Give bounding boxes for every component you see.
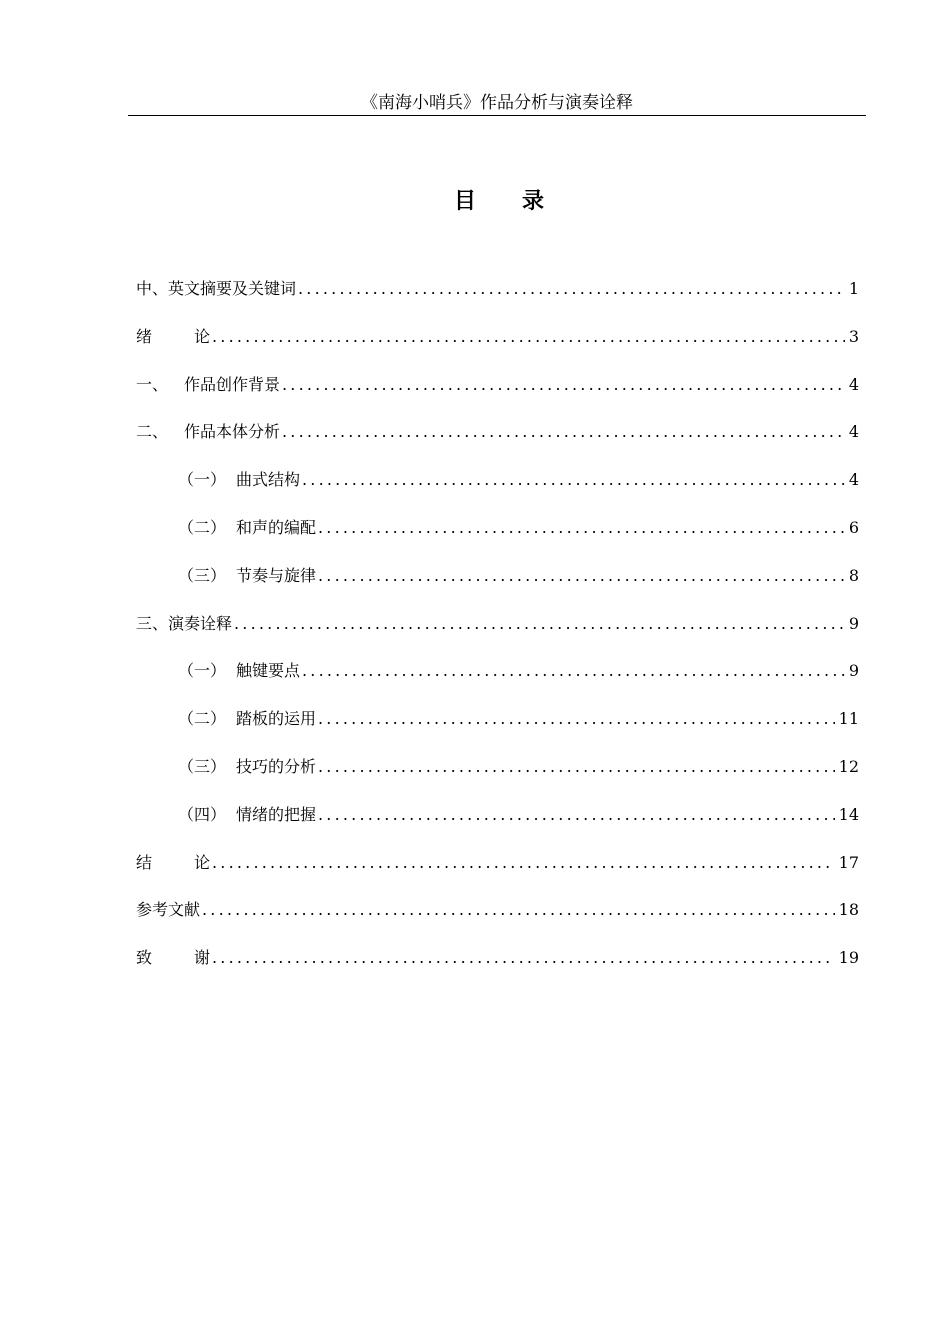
toc-entry-page: 19 (838, 948, 859, 968)
toc-entry-label-char: 谢 (194, 948, 211, 968)
dot-leader (234, 612, 845, 636)
toc-entry-label (136, 325, 210, 349)
toc-entry-label (178, 803, 316, 827)
toc-entry-text: 和声的编配 (236, 517, 317, 537)
dot-leader (318, 755, 835, 779)
toc-entry-number: （一） (178, 470, 227, 490)
toc-entry-number: （一） (178, 661, 227, 681)
running-header: 《南海小哨兵》作品分析与演奏诠释 (361, 93, 633, 113)
toc-entry-references[interactable] (136, 898, 859, 946)
toc-entry-text: 曲式结构 (236, 470, 301, 490)
toc-entry-label: 三、演奏诠释 (136, 613, 233, 633)
toc-entry-label: 参考文献 (136, 900, 201, 920)
table-of-contents (136, 277, 859, 994)
toc-subentry-rhythm[interactable] (136, 564, 859, 612)
toc-entry-number: （四） (178, 804, 227, 824)
toc-subentry-technique[interactable] (136, 755, 859, 803)
dot-leader (302, 468, 845, 492)
dot-leader (282, 420, 845, 444)
toc-entry-acknowledgements[interactable] (136, 946, 859, 994)
toc-entry-analysis[interactable] (136, 420, 859, 468)
toc-title-char-2: 录 (522, 188, 547, 214)
toc-entry-label (178, 707, 316, 731)
toc-entry-text: 作品创作背景 (184, 374, 281, 394)
toc-entry-background[interactable] (136, 373, 859, 421)
toc-subentry-touch[interactable] (136, 659, 859, 707)
toc-entry-abstract[interactable] (136, 277, 859, 325)
toc-entry-conclusion[interactable] (136, 851, 859, 899)
toc-entry-page: 9 (848, 661, 859, 681)
toc-entry-text: 作品本体分析 (184, 422, 281, 442)
toc-title (0, 186, 950, 216)
toc-entry-page: 4 (848, 422, 859, 442)
toc-entry-page: 6 (848, 517, 859, 537)
toc-entry-label-char: 论 (194, 852, 211, 872)
toc-entry-label-char: 绪 (136, 326, 153, 346)
dot-leader (202, 898, 835, 922)
toc-entry-page: 4 (848, 470, 859, 490)
dot-leader (318, 516, 845, 540)
toc-entry-page: 3 (848, 326, 859, 346)
dot-leader (318, 803, 835, 827)
dot-leader (212, 946, 835, 970)
toc-entry-label (178, 755, 316, 779)
toc-entry-label-char: 结 (136, 852, 153, 872)
toc-entry-label (178, 516, 316, 540)
dot-leader (282, 373, 845, 397)
toc-entry-label (178, 564, 316, 588)
toc-entry-page: 8 (848, 565, 859, 585)
toc-entry-label (136, 851, 210, 875)
toc-entry-text: 节奏与旋律 (236, 565, 317, 585)
toc-entry-label (136, 946, 210, 970)
toc-entry-number: （三） (178, 756, 227, 776)
dot-leader (318, 564, 845, 588)
toc-entry-page: 14 (838, 804, 859, 824)
toc-entry-page: 9 (848, 613, 859, 633)
toc-entry-introduction[interactable] (136, 325, 859, 373)
toc-entry-page: 18 (838, 900, 859, 920)
toc-entry-page: 12 (838, 756, 859, 776)
toc-entry-number: （二） (178, 709, 227, 729)
toc-entry-text: 技巧的分析 (236, 756, 317, 776)
toc-subentry-form[interactable] (136, 468, 859, 516)
dot-leader (212, 325, 845, 349)
toc-entry-label (178, 659, 300, 683)
toc-entry-text: 情绪的把握 (236, 804, 317, 824)
toc-entry-number: （三） (178, 565, 227, 585)
toc-entry-label (136, 373, 280, 397)
toc-entry-number: （二） (178, 517, 227, 537)
toc-title-char-1: 目 (453, 188, 478, 214)
dot-leader (302, 659, 845, 683)
dot-leader (298, 277, 845, 301)
toc-entry-label (136, 420, 280, 444)
toc-entry-label-char: 论 (194, 326, 211, 346)
dot-leader (318, 707, 835, 731)
toc-entry-number: 二、 (136, 422, 169, 442)
toc-entry-page: 4 (848, 374, 859, 394)
toc-entry-label (178, 468, 300, 492)
toc-subentry-emotion[interactable] (136, 803, 859, 851)
toc-subentry-harmony[interactable] (136, 516, 859, 564)
toc-entry-label-char: 致 (136, 948, 153, 968)
toc-entry-page: 17 (838, 852, 859, 872)
header-rule (128, 115, 866, 116)
toc-entry-page: 1 (848, 279, 859, 298)
toc-entry-text: 踏板的运用 (236, 709, 317, 729)
dot-leader (212, 851, 835, 875)
toc-entry-interpretation[interactable] (136, 612, 859, 660)
toc-entry-number: 一、 (136, 374, 169, 394)
toc-entry-label: 中、英文摘要及关键词 (136, 279, 297, 298)
toc-entry-text: 触键要点 (236, 661, 301, 681)
toc-entry-page: 11 (838, 709, 859, 729)
toc-subentry-pedal[interactable] (136, 707, 859, 755)
